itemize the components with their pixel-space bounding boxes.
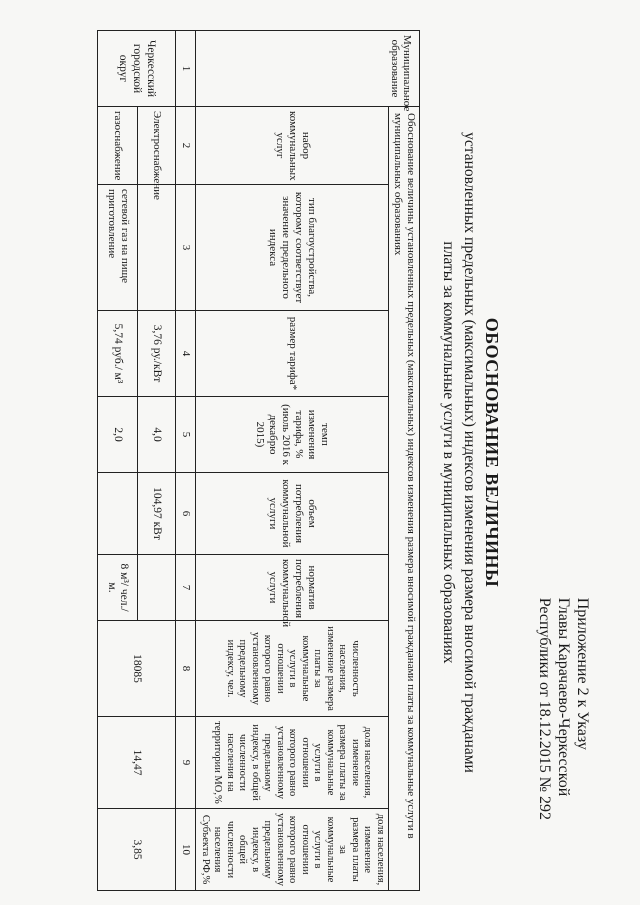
tariff-value: 5,74 руб./ м³ bbox=[98, 311, 138, 397]
column-number: 7 bbox=[176, 555, 196, 621]
column-number: 9 bbox=[176, 717, 196, 809]
appendix-header bbox=[535, 598, 592, 820]
consumption-norm: 8 м³/ чел./м. bbox=[98, 555, 138, 621]
municipality-name: Черкесский городской округ bbox=[98, 31, 176, 107]
share-mo-value: 14,47 bbox=[98, 717, 176, 809]
header-norm: норматив потребления коммунальной услуги bbox=[196, 555, 389, 621]
subtitle-line-1: установленных предельных (максимальных) индексов изменения размера вносимой гражданами bbox=[461, 132, 478, 773]
header-service-set: набор коммунальных услуг bbox=[196, 107, 389, 185]
population-value: 18085 bbox=[98, 621, 176, 717]
column-number: 3 bbox=[176, 185, 196, 311]
service-name: газоснабжение bbox=[98, 107, 138, 185]
header-population: численность населения, изменение размера платы за коммунальные услуги в отношении которого равно установленному предельному индексу, чел. bbox=[196, 621, 389, 717]
amenity-type: сетевой газ на пище приготовление bbox=[98, 185, 138, 311]
header-municipality: Муниципальное образование bbox=[196, 31, 420, 107]
column-number: 1 bbox=[176, 31, 196, 107]
share-region-value: 3,85 bbox=[98, 809, 176, 891]
appendix-line-2: Главы Карачаево-Черкесской bbox=[555, 597, 572, 797]
appendix-line-3: Республики от 18.12.2015 № 292 bbox=[536, 597, 553, 820]
header-share-region: доля населения, изменение размера платы за коммунальные услуги в отношении которого равно установленному предельному индексу, в общей численности населения Субъекта РФ,% bbox=[196, 809, 389, 891]
amenity-type bbox=[138, 185, 176, 311]
title-block bbox=[439, 0, 502, 905]
tariff-value: 3,76 ру./кВт bbox=[138, 311, 176, 397]
consumption-volume bbox=[98, 473, 138, 555]
document-title: ОБОСНОВАНИЕ ВЕЛИЧИНЫ bbox=[482, 317, 502, 588]
header-volume: объем потребления коммунальной услуги bbox=[196, 473, 389, 555]
consumption-volume: 104,97 кВт bbox=[138, 473, 176, 555]
header-amenity-type: тип благоустройства, которому соответствует значение предельного индекса bbox=[196, 185, 389, 311]
header-tariff-rate: темп изменения тарифа, % (июль 2016 к декабрю 2015) bbox=[196, 397, 389, 473]
consumption-norm bbox=[138, 555, 176, 621]
column-number: 5 bbox=[176, 397, 196, 473]
column-number: 10 bbox=[176, 809, 196, 891]
column-number: 4 bbox=[176, 311, 196, 397]
header-tariff: размер тарифа* bbox=[196, 311, 389, 397]
column-number: 6 bbox=[176, 473, 196, 555]
appendix-line-1: Приложение 2 к Указу bbox=[574, 597, 591, 750]
service-name: Электроснабжение bbox=[138, 107, 176, 185]
header-group: Обоснование величины установленных предельных (максимальных) индексов изменения размера вносимой гражданами платы за коммунальные услуги в муниципальных образованиях bbox=[389, 107, 420, 891]
tariff-rate: 4,0 bbox=[138, 397, 176, 473]
column-number: 2 bbox=[176, 107, 196, 185]
header-share-mo: доля населения, изменение размера платы за коммунальные услуги в отношении которого равно установленному предельному индексу, в общей численности населения на территории МО,% bbox=[196, 717, 389, 809]
justification-table bbox=[98, 30, 421, 891]
tariff-rate: 2,0 bbox=[98, 397, 138, 473]
subtitle-line-2: платы за коммунальные услуги в муниципальных образованиях bbox=[440, 241, 457, 664]
column-number: 8 bbox=[176, 621, 196, 717]
